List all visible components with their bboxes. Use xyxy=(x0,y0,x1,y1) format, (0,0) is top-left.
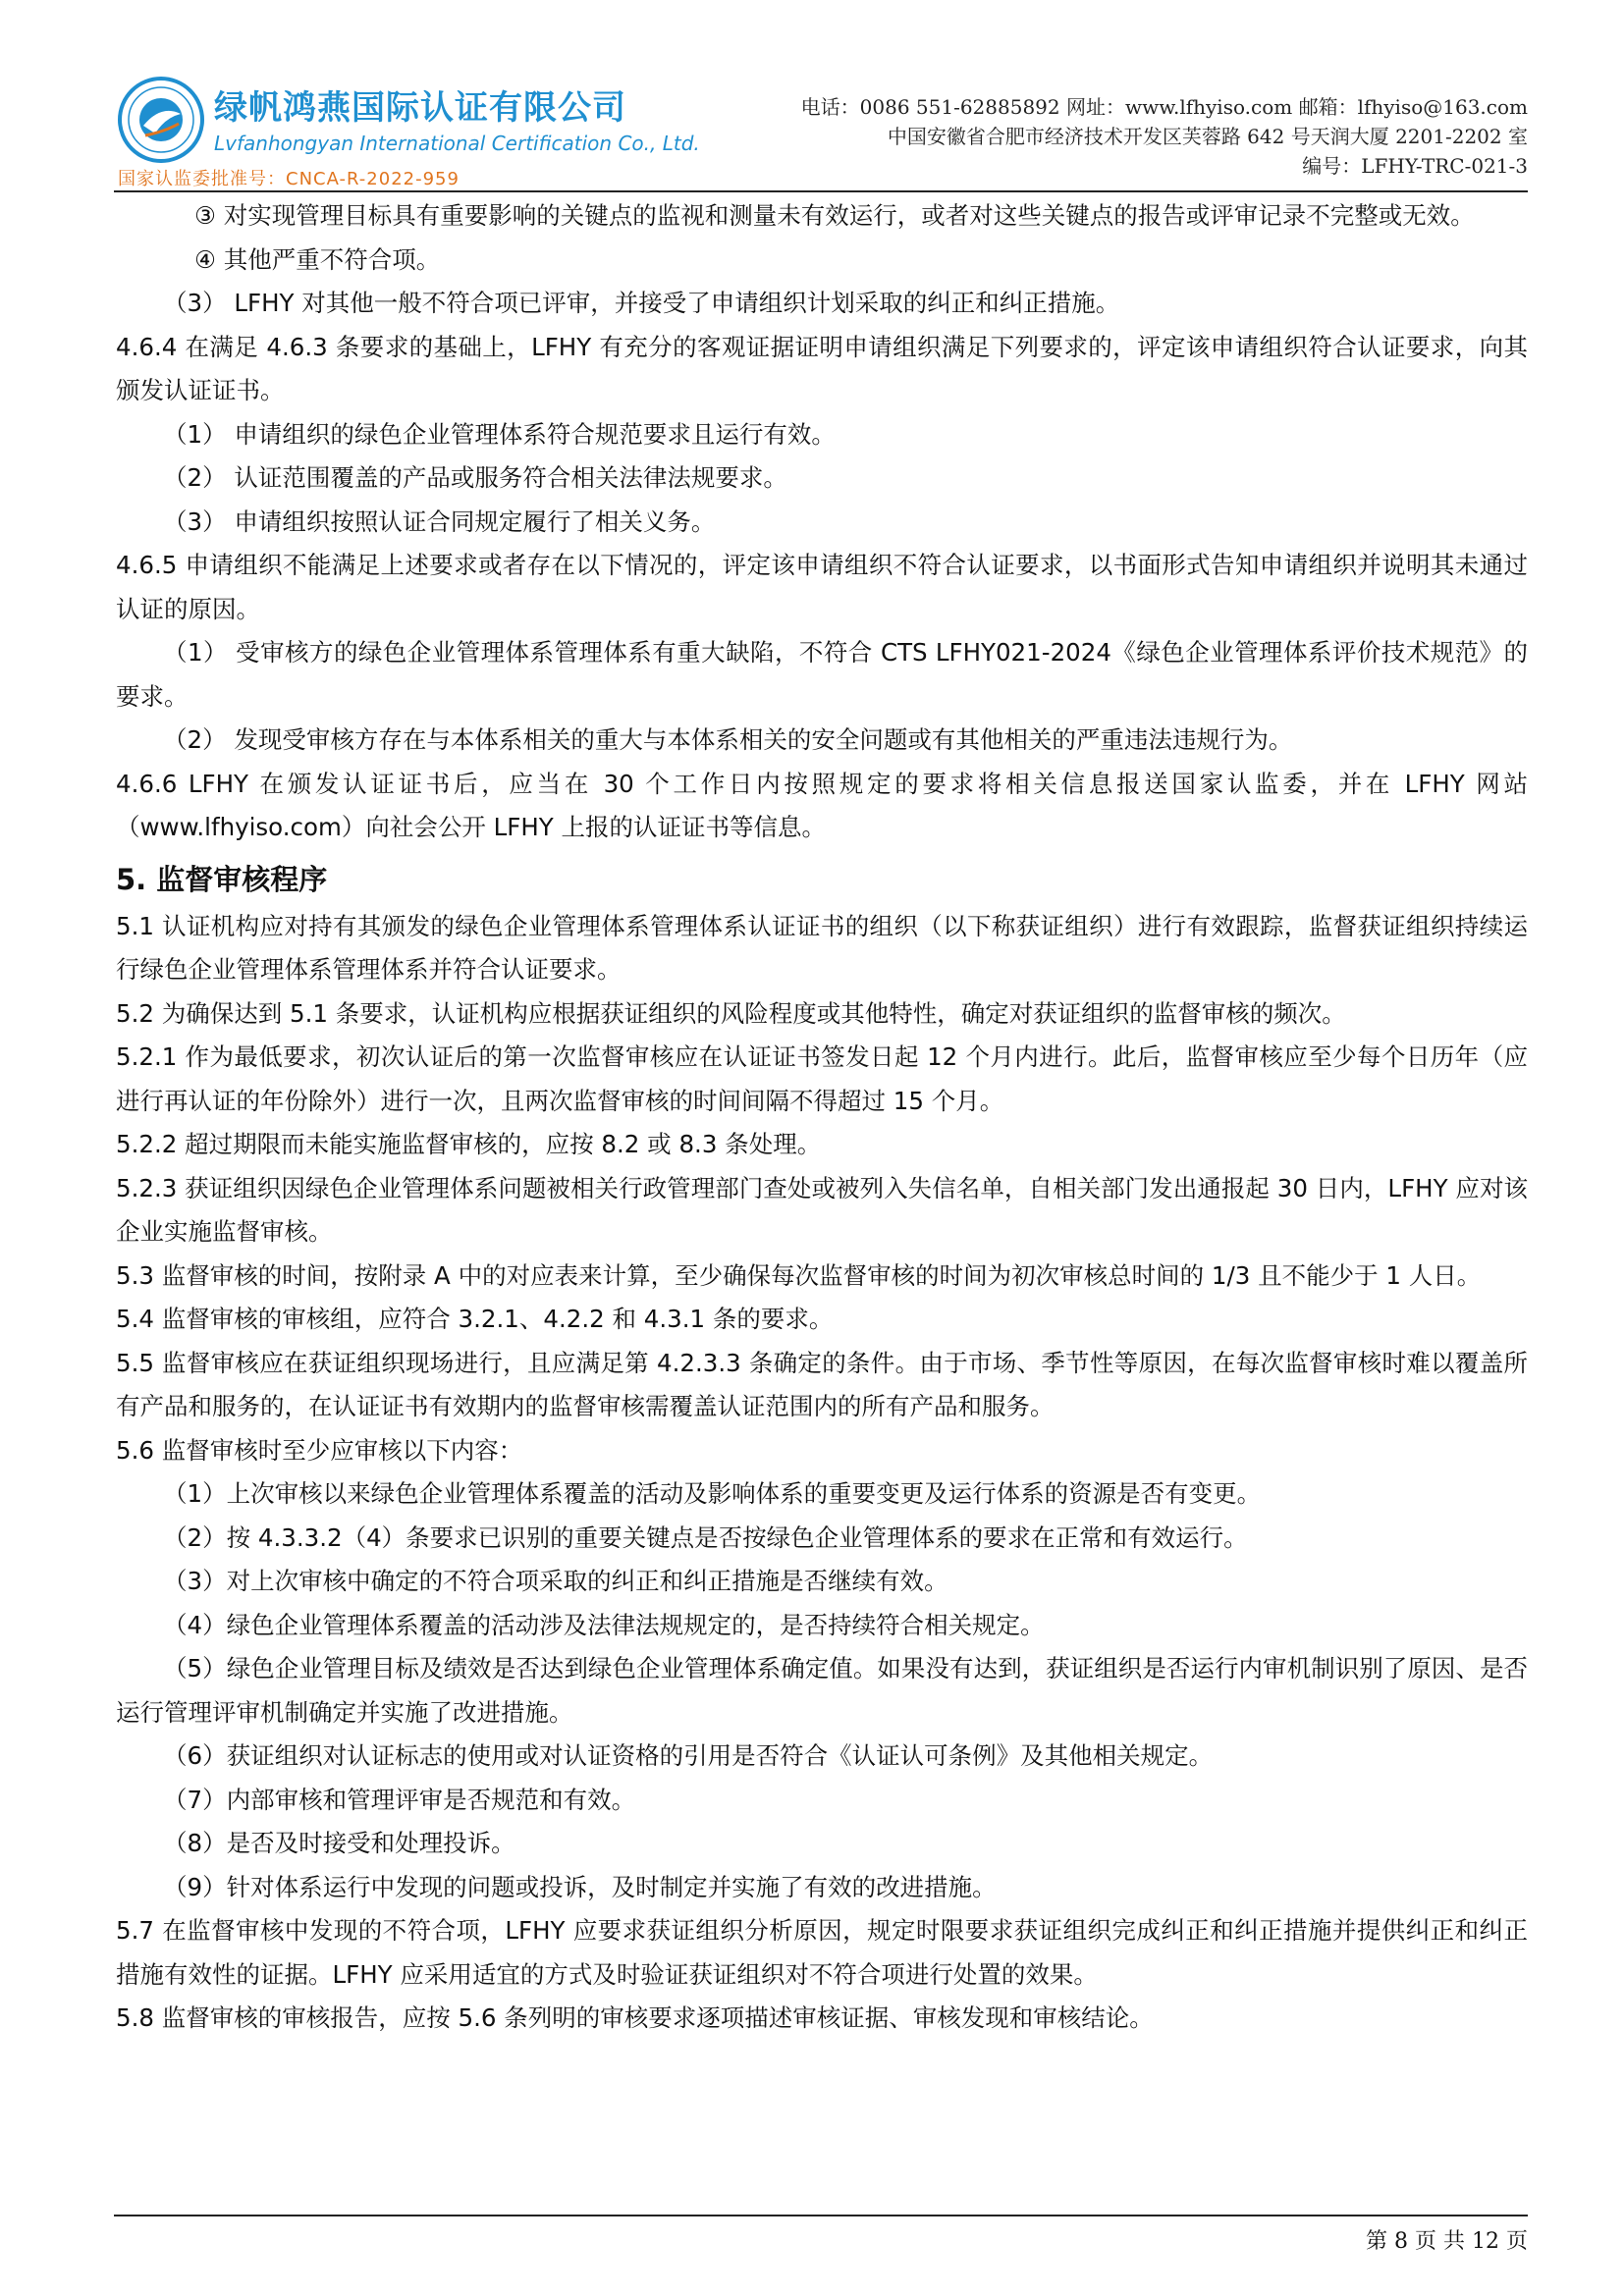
clause-5-4: 5.4 监督审核的审核组，应符合 3.2.1、4.2.2 和 4.3.1 条的要求。 xyxy=(116,1305,834,1333)
page-number: 第 8 页 共 12 页 xyxy=(1366,2229,1528,2254)
clause-5-6: 5.6 监督审核时至少应审核以下内容： xyxy=(116,1435,523,1465)
doc-number: 编号：LFHY-TRC-021-3 xyxy=(1302,154,1528,178)
clause-5-2-3: 5.2.3 获证组织因绿色企业管理体系问题被相关行政管理部门查处或被列入失信名单，自相关部门发出通报起 30 日内，LFHY 应对该企业实施监督审核。 xyxy=(116,1173,1528,1246)
document-body xyxy=(116,194,1528,2041)
page-header xyxy=(0,0,1624,196)
paragraph: ③ 对实现管理目标具有重要影响的关键点的监视和测量未有效运行，或者对这些关键点的报告或评审记录不完整或无效。 xyxy=(194,201,1475,230)
header-divider xyxy=(114,190,1528,192)
approval-number: 国家认监委批准号：CNCA-R-2022-959 xyxy=(118,169,460,189)
list-item: （4）绿色企业管理体系覆盖的活动涉及法律法规规定的，是否持续符合相关规定。 xyxy=(163,1610,1045,1639)
paragraph: （3） 申请组织按照认证合同规定履行了相关义务。 xyxy=(163,507,716,536)
footer-divider xyxy=(114,2215,1528,2216)
list-item: （7）内部审核和管理评审是否规范和有效。 xyxy=(163,1785,636,1814)
paragraph: （2） 认证范围覆盖的产品或服务符合相关法律法规要求。 xyxy=(163,463,787,492)
contact-line: 电话：0086 551-62885892 网址：www.lfhyiso.com 邮箱：lfhyiso@163.com xyxy=(800,95,1528,119)
contact-block xyxy=(801,92,1528,181)
list-item: （3）对上次审核中确定的不符合项采取的纠正和纠正措施是否继续有效。 xyxy=(163,1567,948,1595)
list-item: （9）针对体系运行中发现的问题或投诉，及时制定并实施了有效的改进措施。 xyxy=(163,1872,997,1901)
clause-4-6-5: 4.6.5 申请组织不能满足上述要求或者存在以下情况的，评定该申请组织不符合认证要求，以书面形式告知申请组织并说明其未通过认证的原因。 xyxy=(116,551,1528,623)
clause-5-3: 5.3 监督审核的时间，按附录 A 中的对应表来计算，至少确保每次监督审核的时间为初次审核总时间的 1/3 且不能少于 1 人日。 xyxy=(116,1260,1482,1290)
company-name-en: Lvfanhongyan International Certification Co., Ltd. xyxy=(214,132,700,155)
paragraph: （3） LFHY 对其他一般不符合项已评审，并接受了申请组织计划采取的纠正和纠正措施。 xyxy=(163,289,1120,317)
list-item: （2）按 4.3.3.2（4）条要求已识别的重要关键点是否按绿色企业管理体系的要求在正常和有效运行。 xyxy=(163,1522,1248,1552)
list-item: （6）获证组织对认证标志的使用或对认证资格的引用是否符合《认证认可条例》及其他相关规定。 xyxy=(163,1741,1214,1770)
address-line: 中国安徽省合肥市经济技术开发区芙蓉路 642 号天润大厦 2201-2202 室 xyxy=(887,125,1528,148)
clause-5-2-2: 5.2.2 超过期限而未能实施监督审核的，应按 8.2 或 8.3 条处理。 xyxy=(116,1130,822,1158)
list-item: （5）绿色企业管理目标及绩效是否达到绿色企业管理体系确定值。如果没有达到，获证组织是否运行内审机制识别了原因、是否运行管理评审机制确定并实施了改进措施。 xyxy=(116,1654,1528,1727)
clause-5-1: 5.1 认证机构应对持有其颁发的绿色企业管理体系管理体系认证证书的组织（以下称获证组织）进行有效跟踪，监督获证组织持续运行绿色企业管理体系管理体系并符合认证要求。 xyxy=(116,911,1528,984)
clause-4-6-4: 4.6.4 在满足 4.6.3 条要求的基础上，LFHY 有充分的客观证据证明申请组织满足下列要求的，评定该申请组织符合认证要求，向其颁发认证证书。 xyxy=(116,332,1528,404)
clause-5-5: 5.5 监督审核应在获证组织现场进行，且应满足第 4.2.3.3 条确定的条件。由于市场、季节性等原因，在每次监督审核时难以覆盖所有产品和服务的，在认证证书有效期内的监督审核需覆盖认证范围内的所有产品和服务。 xyxy=(116,1348,1528,1420)
paragraph: （1） 申请组织的绿色企业管理体系符合规范要求且运行有效。 xyxy=(163,419,836,449)
list-item: （8）是否及时接受和处理投诉。 xyxy=(163,1829,515,1857)
section-heading: 5. 监督审核程序 xyxy=(116,862,328,896)
list-item: （1）上次审核以来绿色企业管理体系覆盖的活动及影响体系的重要变更及运行体系的资源是否有变更。 xyxy=(163,1479,1262,1508)
paragraph: ④ 其他严重不符合项。 xyxy=(194,244,441,274)
clause-4-6-6: 4.6.6 LFHY 在颁发认证证书后，应当在 30 个工作日内按照规定的要求将相关信息报送国家认监委，并在 LFHY 网站（www.lfhyiso.com）向社会公开 LFHY 上报的认证证书等信息。 xyxy=(116,769,1528,841)
clause-5-2-1: 5.2.1 作为最低要求，初次认证后的第一次监督审核应在认证证书签发日起 12 个月内进行。此后，监督审核应至少每个日历年（应进行再认证的年份除外）进行一次，且两次监督审核的时间间隔不得超过 15 个月。 xyxy=(116,1042,1528,1115)
clause-5-7: 5.7 在监督审核中发现的不符合项，LFHY 应要求获证组织分析原因，规定时限要求获证组织完成纠正和纠正措施并提供纠正和纠正措施有效性的证据。LFHY 应采用适宜的方式及时验证获证组织对不符合项进行处置的效果。 xyxy=(116,1916,1528,1989)
clause-5-8: 5.8 监督审核的审核报告，应按 5.6 条列明的审核要求逐项描述审核证据、审核发现和审核结论。 xyxy=(116,2003,1154,2032)
company-name-cn: 绿帆鸿燕国际认证有限公司 xyxy=(214,88,626,128)
paragraph: （2） 发现受审核方存在与本体系相关的重大与本体系相关的安全问题或有其他相关的严重违法违规行为。 xyxy=(163,725,1293,754)
company-logo xyxy=(116,75,206,165)
clause-5-2: 5.2 为确保达到 5.1 条要求，认证机构应根据获证组织的风险程度或其他特性，确定对获证组织的监督审核的频次。 xyxy=(116,998,1346,1028)
paragraph: （1） 受审核方的绿色企业管理体系管理体系有重大缺陷，不符合 CTS LFHY021-2024《绿色企业管理体系评价技术规范》的要求。 xyxy=(116,638,1528,711)
